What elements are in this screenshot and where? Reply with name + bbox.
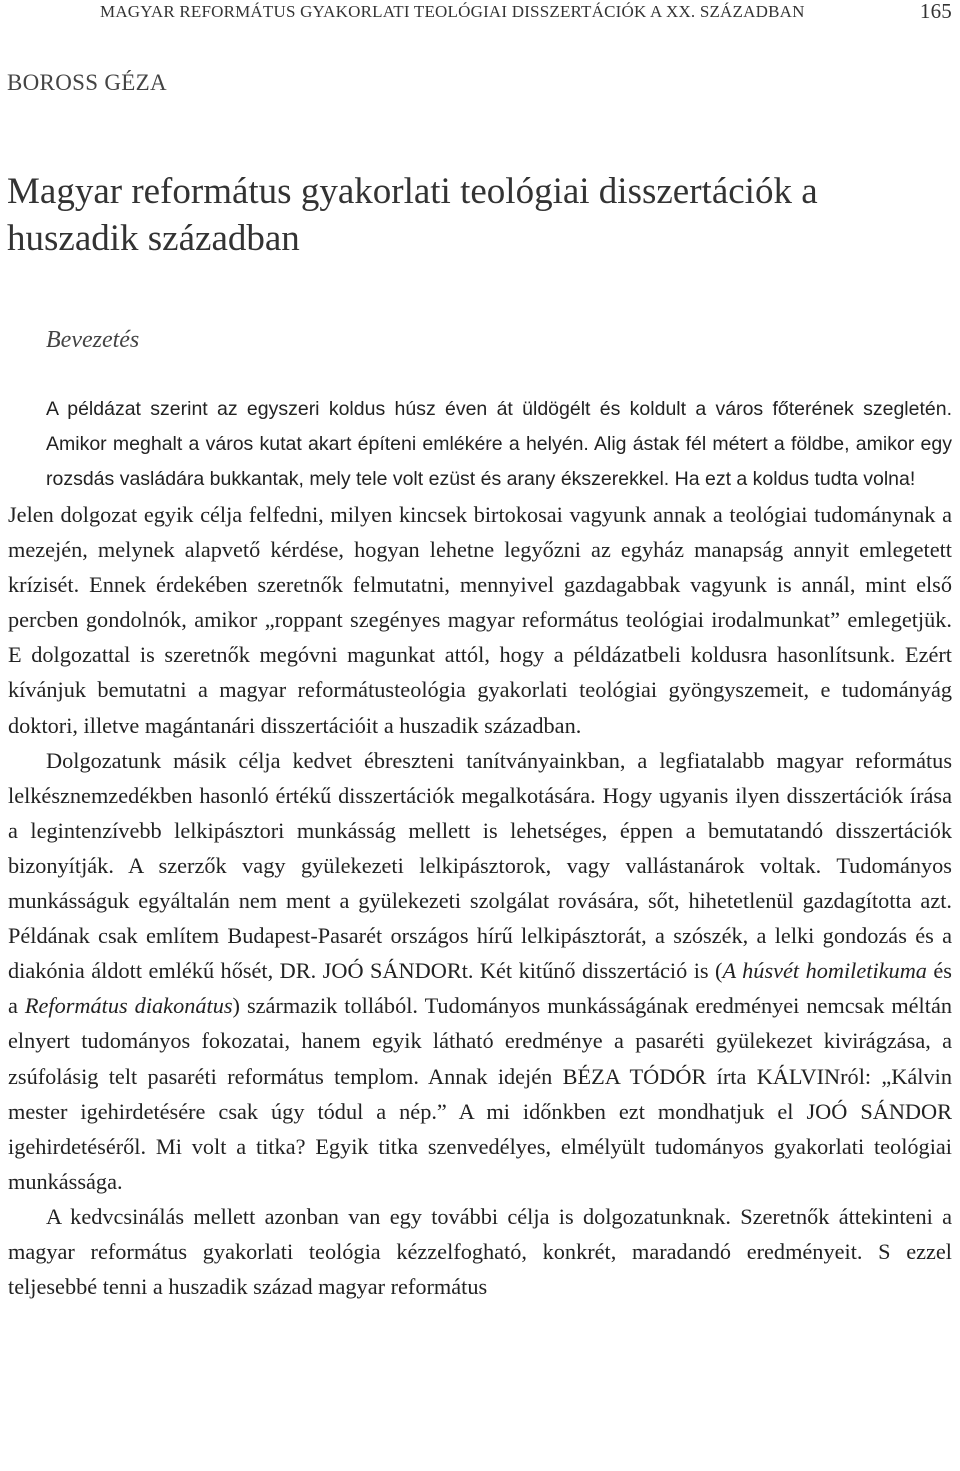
article-body [8, 392, 952, 1304]
paragraph-text: t. Két kitűnő disszertáció is ( [461, 958, 723, 984]
paragraph-goal-one: Jelen dolgozat egyik célja felfedni, milyen kincsek birtokosai vagyunk annak a teológiai tudománynak a mezején, melynek alapvető kérdése, hogyan lehetne legyőzni az egyház manapság annyit emlegetett krízisét. Ennek érdekében szeretnők felmutatni, mennyivel gazdagabbak vagyunk is annál, mint első percben gondolnók, amikor „roppant szegényes magyar református teológiai irodalmunkat” emlegetjük. E dolgozattal is szeretnők megóvni magunkat attól, hogy a példázatbeli koldusra hasonlítsunk. Ezért kívánjuk bemutatni a magyar reformátusteológia gyakorlati teológiai gyöngyszemeit, e tudományág doktori, illetve magántanári disszertációit a huszadik században. [8, 502, 952, 738]
paragraph-text: írta [706, 1063, 757, 1089]
paragraph-text: igehirdetéséről. Mi volt a titka? Egyik titka szenvedélyes, elmélyült tudományos gyakorlati teológiai munkássága. [8, 1133, 952, 1194]
person-name: KÁLVIN [756, 1063, 841, 1089]
person-name: DR. JOÓ SÁNDOR [279, 958, 462, 984]
paragraph-parable: A példázat szerint az egyszeri koldus húsz éven át üldögélt és koldult a város főterének szegletén. Amikor meghalt a város kutat akart építeni emlékére a helyén. Alig ástak fél métert a földbe, amikor egy rozsdás vasládára bukkantak, mely tele volt ezüst és arany ékszerekkel. Ha ezt a koldus tudta volna! [46, 398, 952, 490]
work-title: Református diakonátus [24, 993, 233, 1019]
paragraph-goal-two [8, 743, 952, 1199]
work-title: A húsvét homiletikuma [722, 958, 927, 984]
author-name: BOROSS GÉZA [7, 70, 167, 95]
running-title: MAGYAR REFORMÁTUS GYAKORLATI TEOLÓGIAI DISSZERTÁCIÓK A XX. SZÁZADBAN [100, 2, 805, 21]
paragraph-goal-three: A kedvcsinálás mellett azonban van egy további célja is dolgozatunknak. Szeretnők áttekinteni a magyar református gyakorlati teológia kézzelfogható, konkrét, maradandó eredményeit. S ezzel teljesebbé tenni a huszadik század magyar református [8, 1203, 952, 1300]
page-number: 165 [919, 0, 952, 23]
paragraph-text: ról: „Kálvin mester igehirdetésére csak úgy tódul a nép.” A mi időnkben ezt mondhatjuk el [8, 1063, 952, 1124]
paragraph-text: Dolgozatunk másik célja kedvet ébreszteni tanítványainkban, a legfiatalabb magyar református lelkésznemzedékben hasonló értékű disszertációk megalkotására. Hogy ugyanis ilyen disszertációk írása a legintenzívebb lelkipásztori munkásság mellett is lehetséges, éppen a bemutatandó disszertációk bizonyítják. A szerzők vagy gyülekezeti lelkipásztorok, vagy vallástanárok voltak. Tudományos munkásságuk egyáltalán nem ment a gyülekezeti szolgálat rovására, sőt, hihetetlenül gazdagította azt. Példának csak említem Budapest-Pasarét országos hírű lelkipásztorát, a szószék, a lelki gondozás és a diakónia áldott emlékű hősét, [8, 747, 952, 984]
paragraph-text: ) származik tollából. Tudományos munkásságának eredményei nemcsak méltán elnyert tudományos fokozatai, hanem egyik látható eredménye a pasaréti gyülekezet kivirágzása, a zsúfolásig telt pasaréti református templom. Annak idején [8, 993, 952, 1089]
paragraph-text: és a [8, 958, 952, 1019]
article-title: Magyar református gyakorlati teológiai disszertációk a huszadik században [7, 171, 818, 259]
section-heading: Bevezetés [46, 327, 140, 353]
person-name: BÉZA TÓDÓR [562, 1063, 707, 1089]
running-header [100, 2, 956, 22]
person-name: JOÓ SÁNDOR [806, 1098, 952, 1124]
